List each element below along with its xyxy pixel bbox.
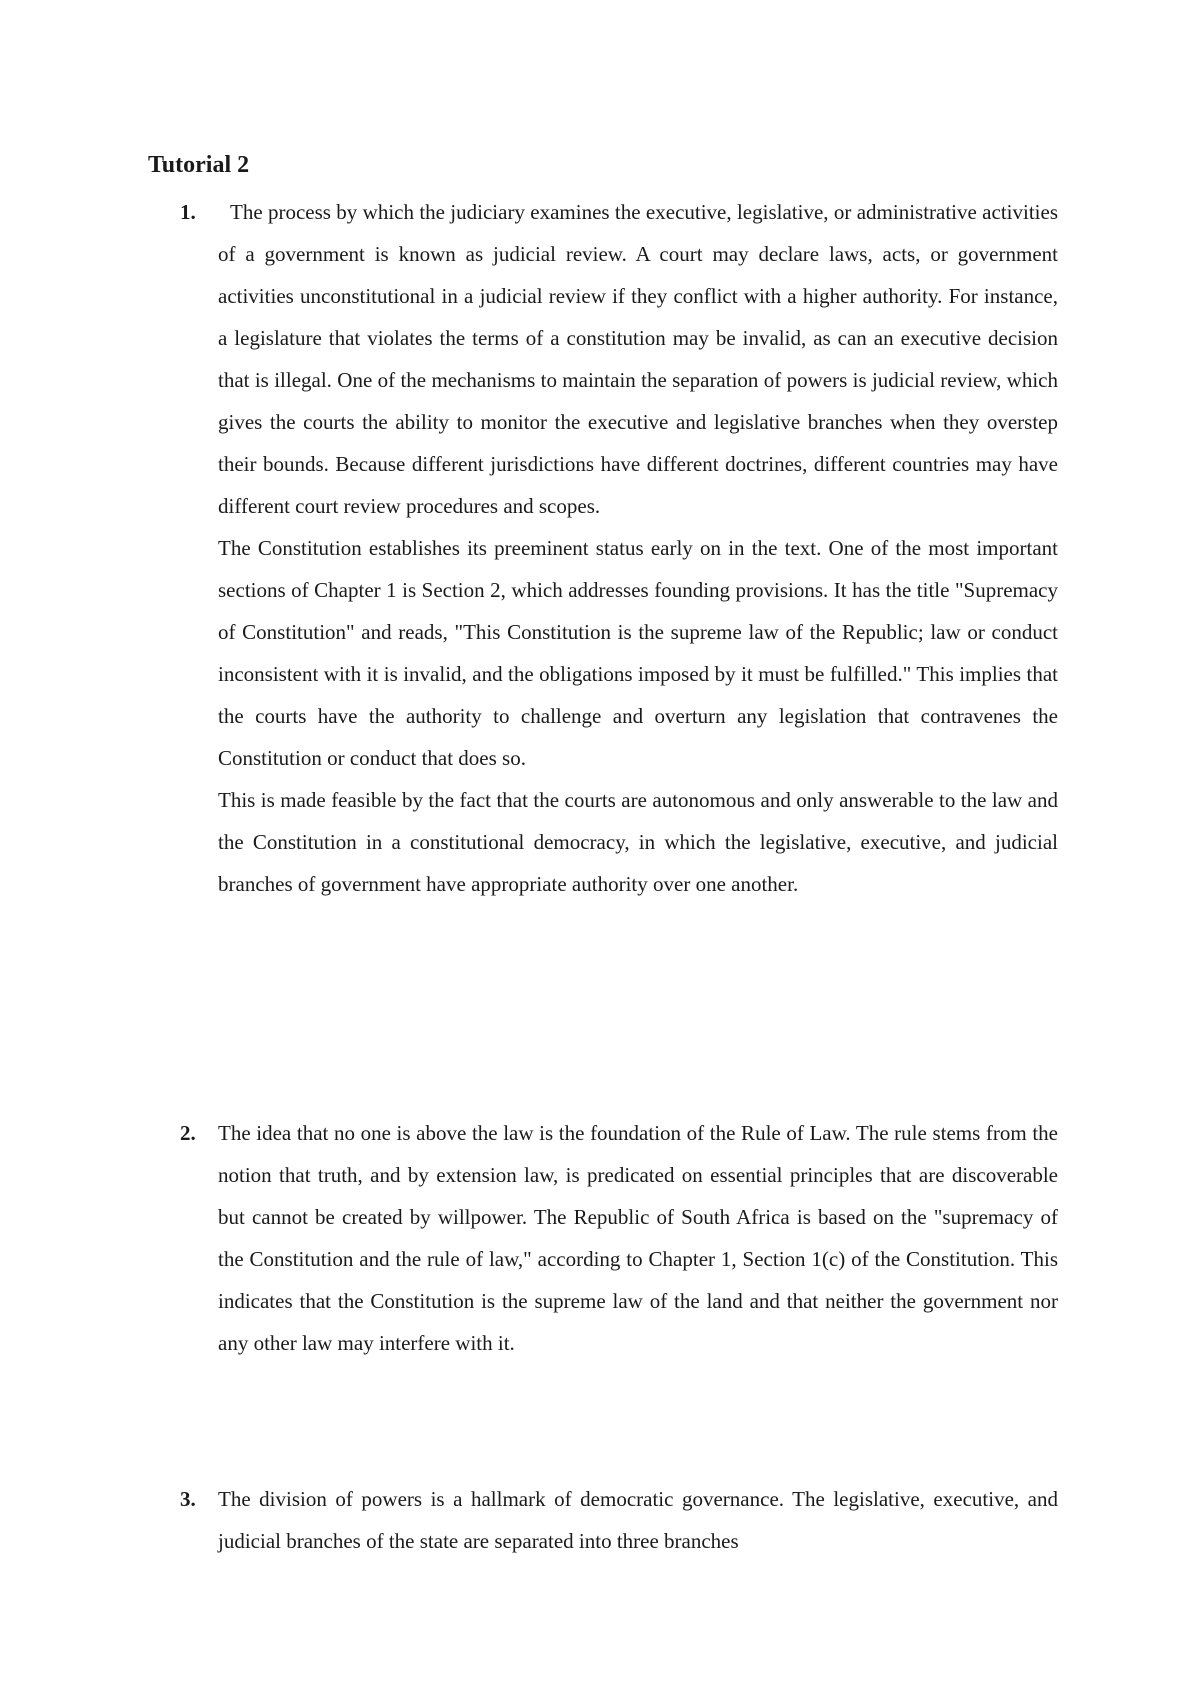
list-item-number: 1. (180, 200, 196, 224)
paragraph: The Constitution establishes its preeminent status early on in the text. One of the most important sections of Chapter 1 is Section 2, which addresses founding provisions. It has the title "Supremacy of Constitution" and reads, "This Constitution is the supreme law of the Republic; law or conduct inconsistent with it is invalid, and the obligations imposed by it must be fulfilled." This implies that the courts have the authority to challenge and overturn any legislation that contravenes the Constitution or conduct that does so. (218, 536, 1058, 770)
paragraph: The process by which the judiciary examines the executive, legislative, or administrative activities of a government is known as judicial review. A court may declare laws, acts, or government activities unconstitutional in a judicial review if they conflict with a higher authority. For instance, a legislature that violates the terms of a constitution may be invalid, as can an executive decision that is illegal. One of the mechanisms to maintain the separation of powers is judicial review, which gives the courts the ability to monitor the executive and legislative branches when they overstep their bounds. Because different jurisdictions have different doctrines, different countries may have different court review procedures and scopes. (218, 200, 1058, 518)
page-title: Tutorial 2 (148, 152, 250, 178)
list-item (180, 1478, 1058, 1562)
list-item (180, 1112, 1058, 1364)
list-item-number: 3. (180, 1487, 196, 1511)
paragraph: The division of powers is a hallmark of democratic governance. The legislative, executive, and judicial branches of the state are separated into three branches (218, 1487, 1058, 1553)
list-item-number: 2. (180, 1121, 196, 1145)
paragraph: This is made feasible by the fact that the courts are autonomous and only answerable to the law and the Constitution in a constitutional democracy, in which the legislative, executive, and judicial branches of government have appropriate authority over one another. (218, 788, 1058, 896)
paragraph: The idea that no one is above the law is the foundation of the Rule of Law. The rule stems from the notion that truth, and by extension law, is predicated on essential principles that are discoverable but cannot be created by willpower. The Republic of South Africa is based on the "supremacy of the Constitution and the rule of law," according to Chapter 1, Section 1(c) of the Constitution. This indicates that the Constitution is the supreme law of the land and that neither the government nor any other law may interfere with it. (218, 1121, 1058, 1355)
list-item (180, 191, 1058, 905)
